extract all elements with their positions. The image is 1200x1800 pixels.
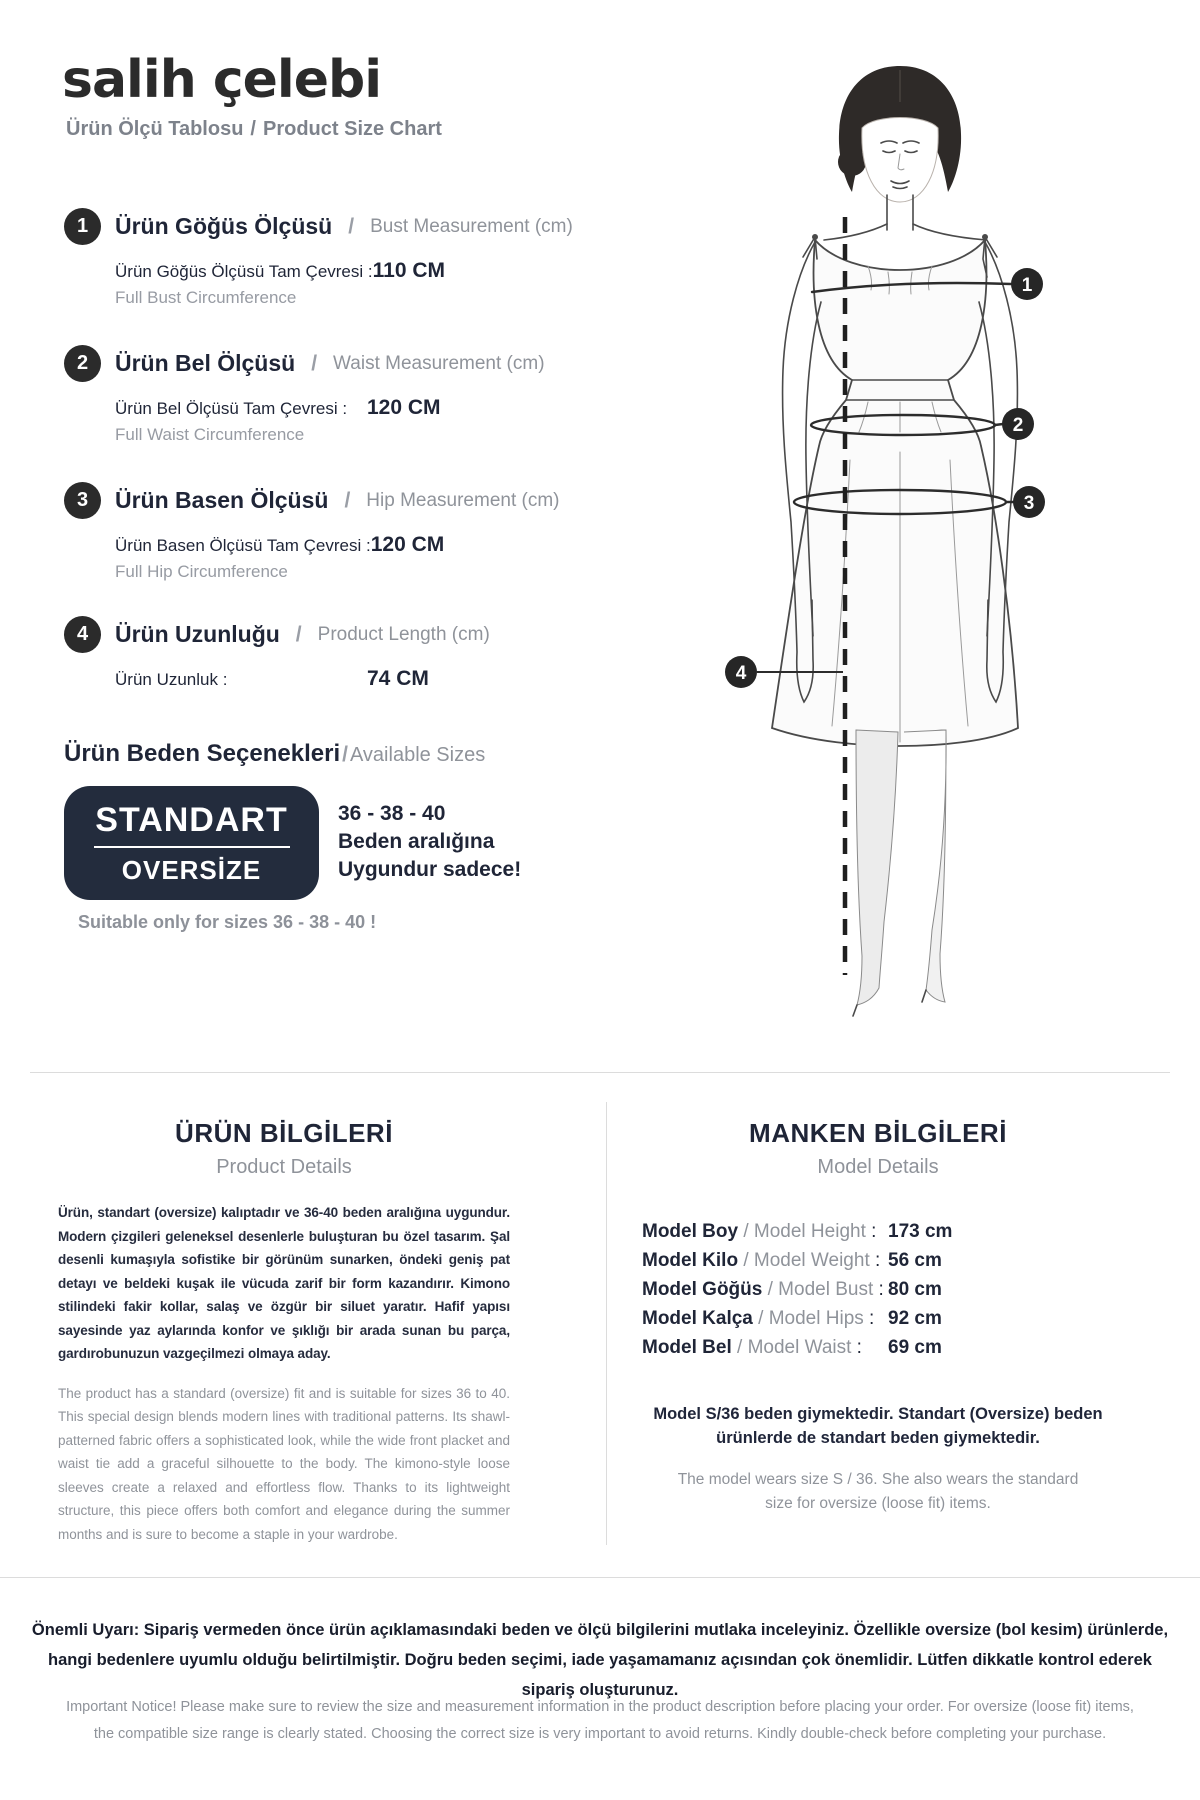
slash-separator: / — [250, 118, 256, 140]
product-details-title-en: Product Details — [216, 1156, 352, 1178]
figure-marker-3 — [1013, 486, 1045, 518]
model-row-bust — [642, 1279, 1114, 1308]
figure-marker-1 — [1011, 268, 1043, 300]
measurement-title-tr: Ürün Uzunluğu — [115, 621, 280, 647]
measurement-item-hip — [64, 482, 588, 582]
product-details-section — [58, 1118, 510, 1546]
slash-separator: / — [295, 622, 302, 646]
model-label-en: Model Hips — [768, 1308, 864, 1329]
badge-standart-label: STANDART — [95, 800, 288, 839]
svg-text:2: 2 — [1012, 415, 1024, 436]
measurement-row-label: Ürün Göğüs Ölçüsü Tam Çevresi : — [115, 262, 373, 281]
measurement-row-label: Ürün Bel Ölçüsü Tam Çevresi : — [115, 399, 348, 418]
measurement-item-waist — [64, 345, 588, 445]
measurement-row-label: Ürün Basen Ölçüsü Tam Çevresi : — [115, 536, 371, 555]
svg-text:3: 3 — [1023, 493, 1035, 514]
measurement-title-tr: Ürün Bel Ölçüsü — [115, 350, 296, 376]
model-label-en: Model Bust — [778, 1279, 874, 1300]
item-number-badge: 2 — [64, 345, 101, 382]
model-details-title-tr: MANKEN BİLGİLERİ — [749, 1118, 1007, 1148]
model-value: 92 cm — [888, 1308, 942, 1329]
measurement-head — [64, 616, 588, 653]
slash-separator: / — [311, 351, 318, 375]
size-range-line: 36 - 38 - 40 — [338, 802, 446, 825]
colon: : — [863, 1308, 875, 1329]
model-note-tr: Model S/36 beden giymektedir. Standart (Oversize) beden ürünlerde de standart beden giymektedir. — [653, 1405, 1103, 1447]
item-number-badge: 1 — [64, 208, 101, 245]
subtitle-en: Product Size Chart — [262, 118, 442, 140]
measurement-row — [115, 396, 588, 420]
suitable-sizes-note: Suitable only for sizes 36 - 38 - 40 ! — [78, 912, 377, 932]
measurement-row-label: Ürün Uzunluk : — [115, 670, 228, 689]
available-sizes-heading — [64, 740, 485, 768]
model-measurements-table — [642, 1221, 1114, 1366]
slash-separator: / — [738, 1250, 754, 1271]
measurement-title-en: Waist Measurement (cm) — [333, 352, 545, 374]
measurement-row — [115, 533, 588, 557]
figure-marker-4 — [725, 656, 757, 688]
sizes-heading-en: Available Sizes — [349, 744, 486, 766]
figure-marker-2 — [1002, 408, 1034, 440]
size-range-note — [338, 800, 521, 884]
size-range-line: Beden aralığına — [338, 830, 495, 853]
measurement-head — [64, 208, 588, 245]
legs — [853, 730, 946, 1016]
measurement-title-tr: Ürün Göğüs Ölçüsü — [115, 213, 333, 239]
vertical-divider — [606, 1102, 607, 1545]
model-row-weight — [642, 1250, 1114, 1279]
measurement-subtitle-en: Full Bust Circumference — [115, 288, 297, 307]
model-row-hips — [642, 1308, 1114, 1337]
slash-separator: / — [762, 1279, 779, 1300]
svg-text:1: 1 — [1021, 275, 1033, 296]
size-type-badge — [64, 786, 319, 900]
model-value: 56 cm — [888, 1250, 942, 1271]
badge-oversize-label: OVERSİZE — [121, 854, 262, 885]
colon: : — [865, 1221, 877, 1242]
model-details-title-en: Model Details — [817, 1156, 939, 1178]
slash-separator: / — [342, 743, 348, 766]
colon: : — [873, 1279, 884, 1300]
subtitle-tr: Ürün Ölçü Tablosu — [66, 118, 244, 140]
page-subtitle — [66, 118, 442, 141]
model-row-waist — [642, 1337, 1114, 1366]
product-description-tr: Ürün, standart (oversize) kalıptadır ve 36-40 beden aralığına uygundur. Modern çizgileri geleneksel desenlerle buluşturan bu özel tasarım. Şal desenli kumaşıyla sofistike bir görünüm sunarken, öndeki geniş pat detayı ve beldeki kuşak ile vücuda zarif bir form kazandırır. Kimono stilindeki fakir kollar, salaş ve özgür bir siluet yaratır. Hafif yapısı sayesinde yaz aylarında konfor ve şıklığı bir arada sunan bu parça, gardırobunuzun vazgeçilmezi olmaya aday. — [58, 1205, 510, 1361]
model-row-height — [642, 1221, 1114, 1250]
sizes-heading-tr: Ürün Beden Seçenekleri — [64, 740, 341, 767]
measurement-subtitle-en: Full Hip Circumference — [115, 562, 288, 581]
measurement-title-tr: Ürün Basen Ölçüsü — [115, 487, 329, 513]
measurement-item-bust — [64, 208, 588, 308]
model-label-en: Model Weight — [753, 1250, 870, 1271]
model-label-tr: Model Boy — [642, 1221, 739, 1242]
model-value: 173 cm — [888, 1221, 953, 1242]
model-label-en: Model Waist — [747, 1337, 852, 1358]
important-notice-tr: Önemli Uyarı: Sipariş vermeden önce ürün açıklamasındaki beden ve ölçü bilgilerini mutlaka inceleyiniz. Özellikle oversize (bol kesim) ürünlerde, hangi bedenlere uyumlu olduğu belirtilmiştir. Doğru beden seçimi, iade yaşamamanız açısından çok önemlidir. Lütfen dikkatle kontrol ederek sipariş oluşturunuz. — [31, 1621, 1169, 1699]
brand-logo: salih çelebi — [62, 50, 382, 110]
model-label-tr: Model Kalça — [642, 1308, 753, 1329]
measurement-item-length — [64, 616, 588, 691]
slash-separator: / — [348, 214, 355, 238]
product-description-en: The product has a standard (oversize) fit and is suitable for sizes 36 to 40. This special design blends modern lines with traditional patterns. Its shawl-patterned fabric offers a sophisticated look, while the wide front placket and waist tie add a graceful silhouette to the body. The kimono-style loose sleeves create a relaxed and effortless flow. Thanks to its lightweight structure, this piece offers both comfort and elegance during the summer months and is sure to become a staple in your wardrobe. — [58, 1385, 510, 1542]
measurement-row — [115, 259, 588, 283]
fashion-figure-illustration — [600, 40, 1160, 1020]
measurement-head — [64, 345, 588, 382]
model-value: 80 cm — [888, 1279, 942, 1300]
model-label-en: Model Height — [753, 1221, 866, 1242]
measurement-title-en: Hip Measurement (cm) — [366, 489, 560, 511]
horizontal-divider — [0, 1577, 1200, 1578]
measurement-title-en: Product Length (cm) — [317, 623, 490, 645]
important-notice-en: Important Notice! Please make sure to review the size and measurement information in the product description before placing your order. For oversize (loose fit) items, the compatible size range is clearly stated. Choosing the correct size is very important to avoid returns. Kindly double-check before completing your purchase. — [66, 1699, 1134, 1742]
dress — [772, 240, 1018, 746]
svg-text:4: 4 — [735, 663, 747, 684]
colon: : — [851, 1337, 862, 1358]
size-range-line: Uygundur sadece! — [338, 858, 522, 881]
measurement-head — [64, 482, 588, 519]
item-number-badge: 3 — [64, 482, 101, 519]
slash-separator: / — [738, 1221, 754, 1242]
model-label-tr: Model Göğüs — [642, 1279, 763, 1300]
measurement-value: 120 CM — [367, 396, 441, 419]
measurement-value: 74 CM — [367, 667, 429, 690]
slash-separator: / — [731, 1337, 748, 1358]
measurement-title-en: Bust Measurement (cm) — [370, 215, 573, 237]
waist-connector-line — [995, 424, 1003, 425]
product-details-title-tr: ÜRÜN BİLGİLERİ — [175, 1118, 393, 1148]
slash-separator: / — [752, 1308, 769, 1329]
measurement-value: 110 CM — [372, 259, 445, 282]
item-number-badge: 4 — [64, 616, 101, 653]
measurement-value: 120 CM — [370, 533, 445, 556]
measurement-subtitle-en: Full Waist Circumference — [115, 425, 305, 444]
model-label-tr: Model Kilo — [642, 1250, 739, 1271]
slash-separator: / — [344, 488, 351, 512]
measurement-row — [115, 667, 588, 691]
badge-divider — [94, 846, 290, 848]
model-note-en: The model wears size S / 36. She also wears the standard size for oversize (loose fit) items. — [677, 1471, 1079, 1512]
model-value: 69 cm — [888, 1337, 942, 1358]
model-label-tr: Model Bel — [642, 1337, 732, 1358]
horizontal-divider — [30, 1072, 1170, 1073]
colon: : — [869, 1250, 881, 1271]
model-details-section — [642, 1118, 1114, 1516]
